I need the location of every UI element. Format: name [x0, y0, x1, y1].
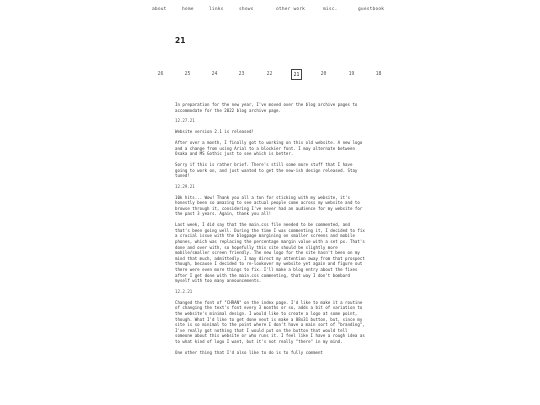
pager-link[interactable]: 24: [211, 72, 218, 77]
nav-link-other-work[interactable]: other work: [276, 7, 306, 12]
pager-link[interactable]: 18: [375, 72, 382, 77]
nav-link-shows[interactable]: shows: [239, 7, 254, 12]
nav-link-about[interactable]: about: [152, 7, 167, 12]
nav-link-misc[interactable]: misc.: [323, 7, 338, 12]
post-paragraph: 10k hits... Wow! Thank you all a ton for sticking with my website, it's honestly been so amazing to see actual people come across my website and to browse through it, considering I've never had an audience for my website for the past 3 years. Again, thank you all!: [175, 194, 363, 217]
post-date: 12.27.21: [175, 118, 195, 124]
pager-link[interactable]: 22: [266, 72, 273, 77]
nav-link-links[interactable]: links: [209, 7, 224, 12]
post-date: 12.2.21: [175, 288, 193, 294]
pager-link[interactable]: 20: [320, 72, 327, 77]
nav-link-home[interactable]: home: [182, 7, 194, 12]
post-paragraph: Sorry if this is rather brief. There's still some more stuff that I have going to work on, and just wanted to get the new-ish design released. Stay tuned!: [175, 161, 358, 179]
post-paragraph: One other thing that I'd also like to do is to fully comment: [175, 349, 323, 355]
pager-link[interactable]: 23: [238, 72, 245, 77]
page-title: 21: [175, 36, 186, 45]
post-paragraph: Changed the font of "CHRAN" on the index page. I'd like to make it a routine of changing the text's font every 3 months or so, adds a bit of variation to the website's minimal design. I would like to create a logo at some point, though. What I'd like to get done next is make a 88x31 button, but, since my site is so minimal to the point where I don't have a main sort of "branding", I've really got nothing that I would put on the button that would tell someone about this website or who runs it. I feel like I have a rough idea as to what kind of logo I want, but it's not really "there" in my mind.: [175, 299, 365, 344]
blog-content: [175, 102, 367, 360]
pager-link[interactable]: 25: [184, 72, 191, 77]
archive-pager: [0, 69, 540, 81]
pager-link[interactable]: 26: [157, 72, 164, 77]
post-date: 12.29.21: [175, 183, 195, 189]
pager-link[interactable]: 19: [348, 72, 355, 77]
post-paragraph: After over a month, I finally got to working on this old website. A new logo and a change from using Arial to a blockier font. I may alternate between Osaka and MS Gothic just to see which is better.: [175, 139, 363, 157]
nav-link-guestbook[interactable]: guestbook: [358, 7, 385, 12]
intro-paragraph: In preparation for the new year, I've moved over the blog archive pages to accommodate for the 2022 blog archive page.: [175, 102, 358, 113]
pager-current-page: 21: [291, 69, 302, 80]
post-paragraph: Last week, I did say that the main.css file needed to be commented, and that's been going well. During the time I was commenting it, I decided to fix a crucial issue with the blogpage margining on smaller screens and mobile phones, which was replacing the percentage margin value with a set px. That's done and over with, so hopefully this site should be slightly more mobile/smaller screen friendly. The new logo for the site hasn't been on my mind that much, admittedly. I may direct my attention away from that prospect though, because I decided to re-lookover my website yet again and figure out there were even more things to fix. I'll make a blog entry about the fixes after I get done with the main.css commenting, that way I don't bombard myself with too many announcements.: [175, 222, 365, 284]
post-paragraph: Website version 2.1 is released!: [175, 129, 254, 135]
